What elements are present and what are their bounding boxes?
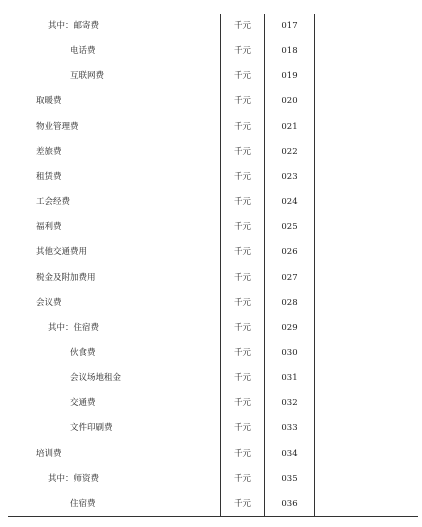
item-name: 文件印刷费: [70, 423, 113, 434]
item-unit: 千元: [233, 71, 251, 82]
item-code: 035: [281, 473, 298, 484]
item-code: 017: [281, 21, 298, 31]
table-row: [0, 39, 422, 64]
table-row: [0, 115, 422, 140]
table-row: [0, 165, 422, 190]
item-name: 会议场地租金: [70, 373, 122, 384]
item-unit: 千元: [233, 448, 251, 459]
item-code: 031: [281, 373, 298, 384]
item-name: 差旅费: [36, 146, 62, 157]
table-row: [0, 215, 422, 240]
table-row: [0, 240, 422, 265]
item-unit: 千元: [233, 373, 251, 384]
item-unit: 千元: [233, 146, 251, 157]
table-row: [0, 190, 422, 215]
item-unit: 千元: [233, 171, 251, 182]
table-row: [0, 291, 422, 316]
item-code: 036: [281, 498, 298, 509]
item-code: 028: [281, 297, 298, 308]
table-row: [0, 89, 422, 114]
item-unit: 千元: [233, 247, 251, 258]
table-row: [0, 14, 422, 39]
table-row: [0, 492, 422, 517]
item-code: 020: [281, 96, 298, 107]
item-name: 其中：邮寄费: [48, 21, 100, 31]
item-unit: 千元: [233, 398, 251, 409]
item-code: 019: [281, 71, 298, 82]
item-code: 026: [281, 247, 298, 258]
item-name: 交通费: [70, 398, 96, 409]
item-unit: 千元: [233, 96, 251, 107]
item-unit: 千元: [233, 498, 251, 509]
item-unit: 千元: [233, 197, 251, 208]
item-code: 024: [281, 197, 298, 208]
item-code: 021: [281, 121, 298, 132]
item-unit: 千元: [233, 297, 251, 308]
item-name: 会议费: [36, 297, 62, 308]
item-code: 023: [281, 171, 298, 182]
item-code: 032: [281, 398, 298, 409]
item-name: 工会经费: [36, 197, 71, 208]
table-row: [0, 366, 422, 391]
item-code: 034: [281, 448, 298, 459]
table-row: [0, 266, 422, 291]
item-code: 029: [281, 322, 298, 333]
item-unit: 千元: [233, 222, 251, 233]
item-name: 其中：师资费: [48, 473, 100, 484]
item-name: 互联网费: [70, 71, 105, 82]
item-name: 其他交通费用: [36, 247, 88, 258]
item-unit: 千元: [233, 46, 251, 57]
item-unit: 千元: [233, 21, 251, 31]
table-row: [0, 341, 422, 366]
item-code: 022: [281, 146, 298, 157]
item-code: 030: [281, 347, 298, 358]
item-code: 027: [281, 272, 298, 283]
item-name: 伙食费: [70, 347, 96, 358]
table-row: [0, 442, 422, 467]
item-name: 其中：住宿费: [48, 322, 100, 333]
table-row: [0, 467, 422, 492]
table-row: [0, 64, 422, 89]
table-row: [0, 140, 422, 165]
item-name: 电话费: [70, 46, 96, 57]
item-name: 物业管理费: [36, 121, 79, 132]
item-unit: 千元: [233, 423, 251, 434]
table-row: [0, 316, 422, 341]
item-unit: 千元: [233, 347, 251, 358]
table-row: [0, 416, 422, 441]
item-name: 福利费: [36, 222, 62, 233]
item-code: 018: [281, 46, 298, 57]
item-unit: 千元: [233, 121, 251, 132]
item-code: 025: [281, 222, 298, 233]
item-name: 税金及附加费用: [36, 272, 96, 283]
item-name: 取暖费: [36, 96, 62, 107]
item-name: 租赁费: [36, 171, 62, 182]
item-unit: 千元: [233, 473, 251, 484]
item-name: 培训费: [36, 448, 62, 459]
table-row: [0, 391, 422, 416]
item-code: 033: [281, 423, 298, 434]
item-unit: 千元: [233, 322, 251, 333]
item-unit: 千元: [233, 272, 251, 283]
item-name: 住宿费: [70, 498, 96, 509]
